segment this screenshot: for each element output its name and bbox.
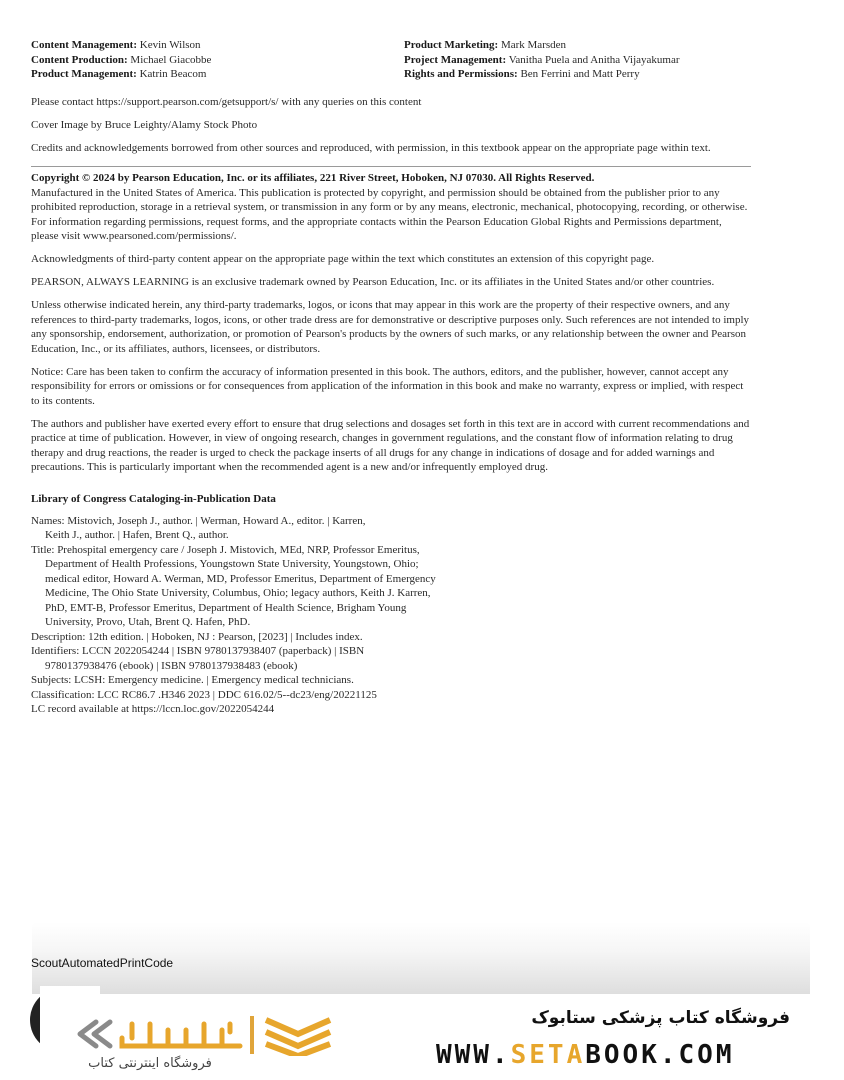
cover-image-credit: Cover Image by Bruce Leighty/Alamy Stock Photo — [31, 118, 258, 131]
cip-lc-record: LC record available at https://lccn.loc.gov/2022054244 — [31, 703, 275, 715]
setabook-logo-icon — [70, 1014, 340, 1056]
logo-caption: فروشگاه اینترنتی کتاب — [88, 1056, 212, 1071]
cip-classification: Classification: LCC RC86.7 .H346 2023 | DDC 616.02/5--dc23/eng/20221125 — [31, 688, 377, 701]
third-party-paragraph: Unless otherwise indicated herein, any third-party trademarks, logos, or icons that may appear in this work are the property of their respective owners, and any references to third-party trademarks, logos, icons, or other trade dress are for demonstrative or descriptive purposes only. Such references are not intended to imply any sponsorship, endorsement, authorization, or promotion of Pearson's products by the owners of such marks, or any relationship between the owner and Pearson Education, Inc., or its affiliates, authors, licensees, or distributors. — [31, 299, 750, 355]
cip-identifiers: Identifiers: LCCN 2022054244 | ISBN 9780137938407 (paperback) | ISBN 9780137938476 (ebook) | ISBN 9780137938483 (ebook) — [31, 645, 365, 672]
contact-line: Please contact https://support.pearson.com/getsupport/s/ with any queries on this content — [31, 95, 422, 108]
credit-line: Rights and Permissions: Ben Ferrini and Matt Perry — [404, 68, 640, 80]
store-url[interactable]: WWW.SETABOOK.COM — [436, 1040, 735, 1070]
credits-block — [31, 38, 751, 82]
drug-paragraph: The authors and publisher have exerted every effort to ensure that drug selections and dosages set forth in this text are in accord with current recommendations and practice at time of publication. However, in view of ongoing research, changes in government regulations, and the constant flow of information relating to drug therapy and drug reactions, the reader is urged to check the package inserts of all drugs for any change in indications of dosage and for added warnings and precautions. This is particularly important when the recommended agent is a new and/or infrequently employed drug. — [31, 417, 750, 473]
notice-paragraph: Notice: Care has been taken to confirm the accuracy of information presented in this book. The authors, editors, and the publisher, however, cannot accept any responsibility for errors or omissions or for consequences from application of the information in this book and make no warranty, express or implied, with respect to its contents. — [31, 365, 744, 407]
credits-left-column — [31, 38, 404, 82]
cip-title: Library of Congress Cataloging-in-Publication Data — [31, 492, 276, 505]
credit-line: Content Production: Michael Giacobbe — [31, 53, 212, 66]
credit-line: Content Management: Kevin Wilson — [31, 39, 201, 51]
credit-line: Project Management: Vanitha Puela and Anitha Vijayakumar — [404, 53, 680, 66]
credits-right-column — [404, 38, 680, 82]
copyright-body: Manufactured in the United States of America. This publication is protected by copyright, and permission should be obtained from the publisher prior to any prohibited reproduction, storage in a retrieval system, or transmission in any form or by any means, electronic, mechanical, photocopying, recording, or otherwise. For information regarding permissions, request forms, and the appropriate contacts within the Pearson Education Global Rights and Permissions department, please visit www.pearsoned.com/permissions/. — [31, 186, 748, 242]
trademark-paragraph: PEARSON, ALWAYS LEARNING is an exclusive trademark owned by Pearson Education, Inc. or its affiliates in the United States and/or other countries. — [31, 276, 715, 288]
cip-block — [31, 514, 751, 717]
divider — [31, 166, 751, 167]
credit-line: Product Marketing: Mark Marsden — [404, 39, 567, 51]
copyright-heading: Copyright © 2024 by Pearson Education, Inc. or its affiliates, 221 River Street, Hoboken, NJ 07030. All Rights Reserved. — [31, 172, 595, 184]
setabook-logo — [70, 1014, 340, 1074]
cip-names: Names: Mistovich, Joseph J., author. | Werman, Howard A., editor. | Karren, Keith J., author. | Hafen, Brent Q., author. — [31, 514, 366, 541]
setabook-banner — [0, 994, 844, 1080]
credits-note: Credits and acknowledgements borrowed from other sources and reproduced, with permission, in this textbook appear on the appropriate page within text. — [31, 141, 711, 154]
cip-title-entry: Title: Prehospital emergency care / Joseph J. Mistovich, MEd, NRP, Professor Emeritus, Department of Health Professions, Youngstown State University, Youngstown, Ohio; medical editor, Howard A. Werman, MD, Professor Emeritus, Department of Emergency Medicine, The Ohio State University, Columbus, Ohio; legacy authors, Keith J. Karren, PhD, EMT-B, Professor Emeritus, Department of Health Science, Brigham Young University, Provo, Utah, Brent Q. Hafen, PhD. — [31, 543, 436, 628]
cip-description: Description: 12th edition. | Hoboken, NJ : Pearson, [2023] | Includes index. — [31, 630, 363, 643]
credit-line: Product Management: Katrin Beacom — [31, 68, 207, 80]
store-name: فروشگاه کتاب پزشکی ستابوک — [531, 1008, 790, 1028]
cip-subjects: Subjects: LCSH: Emergency medicine. | Emergency medical technicians. — [31, 674, 354, 686]
print-code: ScoutAutomatedPrintCode — [31, 956, 174, 970]
acknowledgments-paragraph: Acknowledgments of third-party content appear on the appropriate page within the text which constitutes an extension of this copyright page. — [31, 253, 655, 265]
copyright-page — [31, 38, 751, 717]
